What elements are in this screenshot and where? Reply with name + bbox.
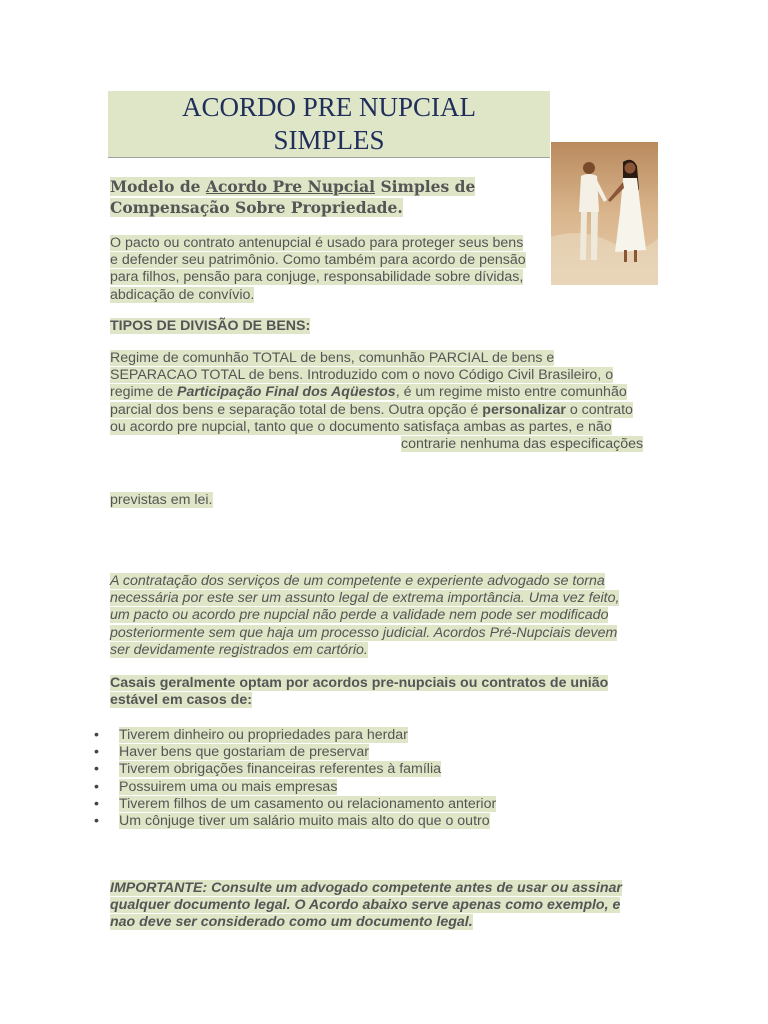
- couple-beach-photo: [551, 142, 658, 285]
- cases-heading-line: estável em casos de:: [110, 692, 252, 709]
- subtitle-line-2: Compensação Sobre Propriedade.: [110, 197, 403, 217]
- regime-line: , é um regime misto entre comunhão: [395, 384, 627, 401]
- list-item: [92, 796, 496, 813]
- list-item-text: Tiverem filhos de um casamento ou relacionamento anterior: [119, 795, 497, 812]
- regime-line: ou acordo pre nupcial, tanto que o documento satisfaça ambas as partes, e não: [110, 418, 612, 435]
- regime-line: previstas em lei.: [110, 492, 213, 508]
- intro-paragraph: [110, 235, 526, 304]
- list-item-text: Haver bens que gostariam de preservar: [119, 744, 369, 761]
- bullet-icon: •: [94, 761, 99, 778]
- list-item: [92, 727, 496, 744]
- regime-line: o contrato: [565, 401, 633, 418]
- title-line-2: SIMPLES: [273, 125, 385, 155]
- subtitle-text-1: Modelo de: [110, 177, 206, 196]
- intro-line: e defender seu patrimônio. Como também para acordo de pensão: [110, 252, 526, 269]
- intro-line: O pacto ou contrato antenupcial é usado para proteger seus bens: [110, 235, 524, 251]
- acordo-pre-nupcial-link[interactable]: Acordo Pre Nupcial: [205, 177, 376, 196]
- list-item: [92, 813, 496, 830]
- list-item: [92, 779, 496, 796]
- lawyer-paragraph: [110, 573, 619, 659]
- important-notice: [110, 880, 622, 932]
- important-line: qualquer documento legal. O Acordo abaixo serve apenas como exemplo, e: [110, 897, 621, 914]
- list-item-text: Tiverem dinheiro ou propriedades para herdar: [119, 727, 408, 743]
- lawyer-line: A contratação dos serviços de um competente e experiente advogado se torna: [110, 573, 605, 589]
- regime-line: regime de: [110, 384, 178, 401]
- list-item-text: Um cônjuge tiver um salário muito mais alto do que o outro: [119, 813, 490, 830]
- cases-heading: [110, 675, 608, 709]
- bullet-icon: •: [94, 813, 99, 830]
- bullet-icon: •: [94, 744, 99, 761]
- subtitle: [110, 177, 530, 218]
- regime-continuation: [110, 492, 213, 509]
- section-heading: [110, 318, 310, 335]
- cases-list: [92, 727, 496, 830]
- bullet-icon: •: [94, 778, 99, 795]
- list-item-text: Tiverem obrigações financeiras referentes à família: [119, 761, 441, 778]
- list-item: [92, 761, 496, 778]
- regime-line: Regime de comunhão TOTAL de bens, comunhão PARCIAL de bens e: [110, 350, 555, 366]
- section-heading-text: TIPOS DE DIVISÃO DE BENS:: [110, 318, 311, 334]
- lawyer-line: um pacto ou acordo pre nupcial não perde a validade nem pode ser modificado: [110, 607, 609, 624]
- intro-line: abdicação de convívio.: [110, 286, 255, 303]
- document-title: [108, 91, 550, 158]
- lawyer-line: posteriormente sem que haja um processo judicial. Acordos Pré-Nupciais devem: [110, 624, 618, 641]
- bullet-icon: •: [94, 727, 99, 743]
- important-line: IMPORTANTE: Consulte um advogado competente antes de usar ou assinar: [110, 880, 622, 896]
- title-line-1: ACORDO PRE NUPCIAL: [181, 92, 477, 122]
- regime-line: parcial dos bens e separação total de bens. Outra opção é: [110, 401, 483, 418]
- regime-line: contrarie nenhuma das especificações: [401, 436, 644, 453]
- intro-line: para filhos, pensão para conjuge, responsabilidade sobre dívidas,: [110, 269, 524, 286]
- list-item: [92, 744, 496, 761]
- regime-paragraph: [110, 350, 670, 453]
- cases-heading-line: Casais geralmente optam por acordos pre-nupciais ou contratos de união: [110, 675, 609, 691]
- lawyer-line: necessária por este ser um assunto legal de extrema importância. Uma vez feito,: [110, 590, 620, 607]
- lawyer-line: ser devidamente registrados em cartório.: [110, 641, 368, 658]
- regime-emphasis: Participação Final dos Aqüestos: [177, 384, 396, 401]
- important-line: nao deve ser considerado como um documento legal.: [110, 914, 473, 931]
- regime-line: SEPARACAO TOTAL de bens. Introduzido com o novo Código Civil Brasileiro, o: [110, 367, 614, 384]
- bullet-icon: •: [94, 795, 99, 812]
- subtitle-text-2: Simples de: [375, 177, 476, 196]
- list-item-text: Possuirem uma ou mais empresas: [119, 778, 338, 795]
- personalizar-emphasis: personalizar: [482, 401, 566, 418]
